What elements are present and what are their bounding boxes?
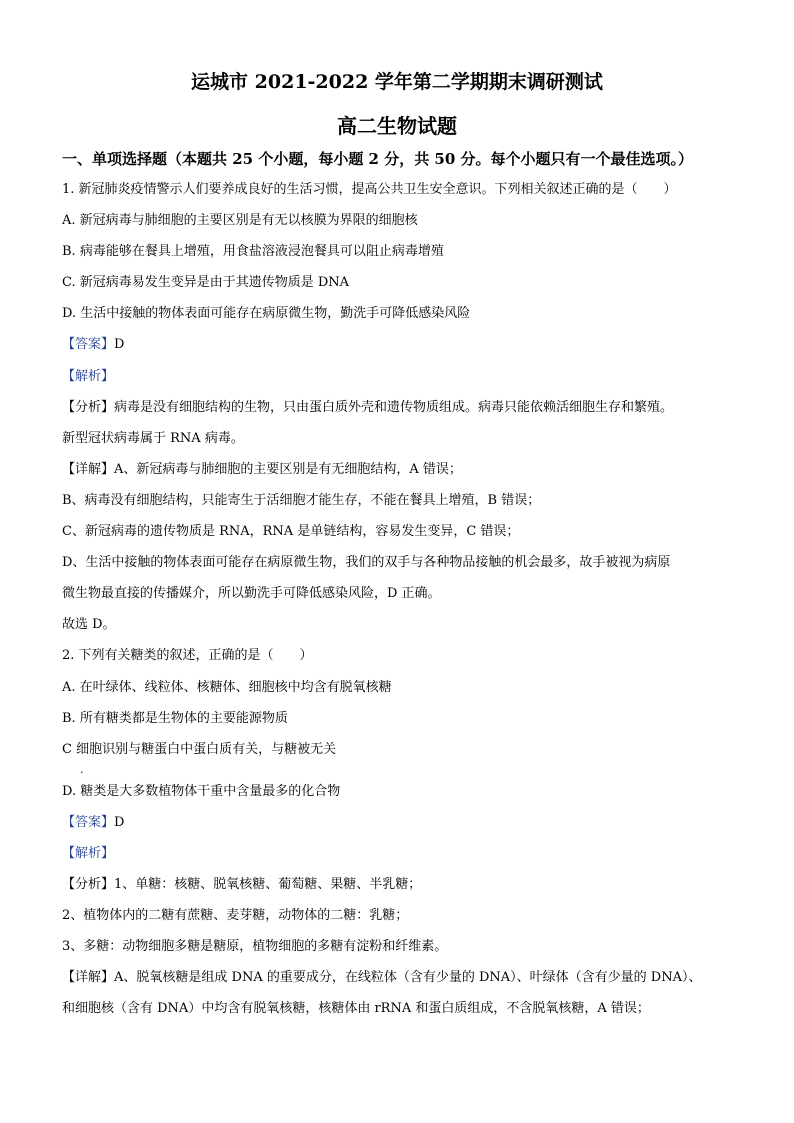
explanation-label: 【解析】 — [62, 845, 115, 861]
answer-label: 【答案】 — [62, 337, 115, 353]
section-heading: 一、单项选择题（本题共 25 个小题，每小题 2 分，共 50 分。每个小题只有一个最佳选项。） — [62, 150, 694, 168]
question-2-analysis-text-1: 1、单糖：核糖、脱氧核糖、葡萄糖、果糖、半乳糖； — [114, 876, 422, 892]
analysis-label: 【分析】 — [62, 876, 115, 892]
question-1-detail-text-1: A、新冠病毒与肺细胞的主要区别是有无细胞结构，A 错误； — [114, 461, 462, 477]
question-2-analysis-line-1 — [62, 875, 734, 906]
question-1-answer-line — [62, 335, 734, 366]
question-1-option-b: B. 病毒能够在餐具上增殖，用食盐溶液浸泡餐具可以阻止病毒增殖 — [62, 244, 444, 260]
question-2-answer: D — [114, 814, 125, 830]
question-2-analysis-line-2: 2、植物体内的二糖有蔗糖、麦芽糖，动物体的二糖：乳糖； — [62, 908, 409, 924]
question-2-answer-line — [62, 813, 734, 844]
question-1-conclusion: 故选 D。 — [62, 617, 116, 633]
question-2-option-d: D. 糖类是大多数植物体干重中含量最多的化合物 — [62, 783, 341, 799]
question-2-detail-text-1: A、脱氧核糖是组成 DNA 的重要成分，在线粒体（含有少量的 DNA）、叶绿体（含有少量的 DNA）、 — [114, 970, 702, 986]
question-1-detail-line-3: C、新冠病毒的遗传物质是 RNA，RNA 是单链结构，容易发生变异，C 错误； — [62, 524, 520, 540]
analysis-label: 【分析】 — [62, 399, 115, 415]
question-1-option-a: A. 新冠病毒与肺细胞的主要区别是有无以核膜为界限的细胞核 — [62, 213, 418, 229]
question-1-option-c: C. 新冠病毒易发生变异是由于其遗传物质是 DNA — [62, 275, 350, 291]
question-1-analysis-line-2: 新型冠状病毒属于 RNA 病毒。 — [62, 430, 244, 446]
question-1-detail-line-1 — [62, 460, 734, 491]
question-2-analysis-line-3: 3、多糖：动物细胞多糖是糖原，植物细胞的多糖有淀粉和纤维素。 — [62, 939, 448, 955]
explanation-label: 【解析】 — [62, 368, 115, 384]
option-c-stray-dot: . — [80, 763, 84, 776]
question-2-option-c-spacer — [62, 761, 734, 782]
question-2-stem: 2. 下列有关糖类的叙述，正确的是（ ） — [62, 648, 313, 664]
question-1-detail-line-5: 微生物最直接的传播媒介，所以勤洗手可降低感染风险，D 正确。 — [62, 586, 441, 602]
question-2-detail-line-1 — [62, 968, 734, 999]
exam-subtitle: 高二生物试题 — [337, 114, 457, 138]
answer-label: 【答案】 — [62, 814, 115, 830]
question-2-explanation-line — [62, 844, 734, 875]
question-1-answer: D — [114, 337, 125, 353]
question-1-detail-line-2: B、病毒没有细胞结构，只能寄生于活细胞才能生存，不能在餐具上增殖，B 错误； — [62, 492, 541, 508]
question-1-analysis-text-1: 病毒是没有细胞结构的生物，只由蛋白质外壳和遗传物质组成。病毒只能依赖活细胞生存和繁殖。 — [114, 399, 674, 415]
question-2-option-b: B. 所有糖类都是生物体的主要能源物质 — [62, 710, 288, 726]
question-2-detail-line-2: 和细胞核（含有 DNA）中均含有脱氧核糖，核糖体由 rRNA 和蛋白质组成，不含脱氧核糖，A 错误； — [62, 1001, 650, 1017]
question-1-stem: 1. 新冠肺炎疫情警示人们要养成良好的生活习惯，提高公共卫生安全意识。下列相关叙述正确的是（ ） — [62, 182, 677, 197]
question-2-option-a: A. 在叶绿体、线粒体、核糖体、细胞核中均含有脱氧核糖 — [62, 679, 392, 695]
question-1-analysis-line-1 — [62, 398, 734, 429]
question-2-option-c: C 细胞识别与糖蛋白中蛋白质有关，与糖被无关 — [62, 741, 337, 757]
question-1-detail-line-4: D、生活中接触的物体表面可能存在病原微生物，我们的双手与各种物品接触的机会最多，故手被视为病原 — [62, 555, 671, 571]
detail-label: 【详解】 — [62, 970, 115, 986]
detail-label: 【详解】 — [62, 461, 115, 477]
question-1-explanation-line — [62, 367, 734, 398]
question-body — [62, 180, 734, 1030]
question-1-option-d: D. 生活中接触的物体表面可能存在病原微生物，勤洗手可降低感染风险 — [62, 306, 471, 322]
exam-title: 运城市 2021-2022 学年第二学期期末调研测试 — [191, 71, 603, 93]
